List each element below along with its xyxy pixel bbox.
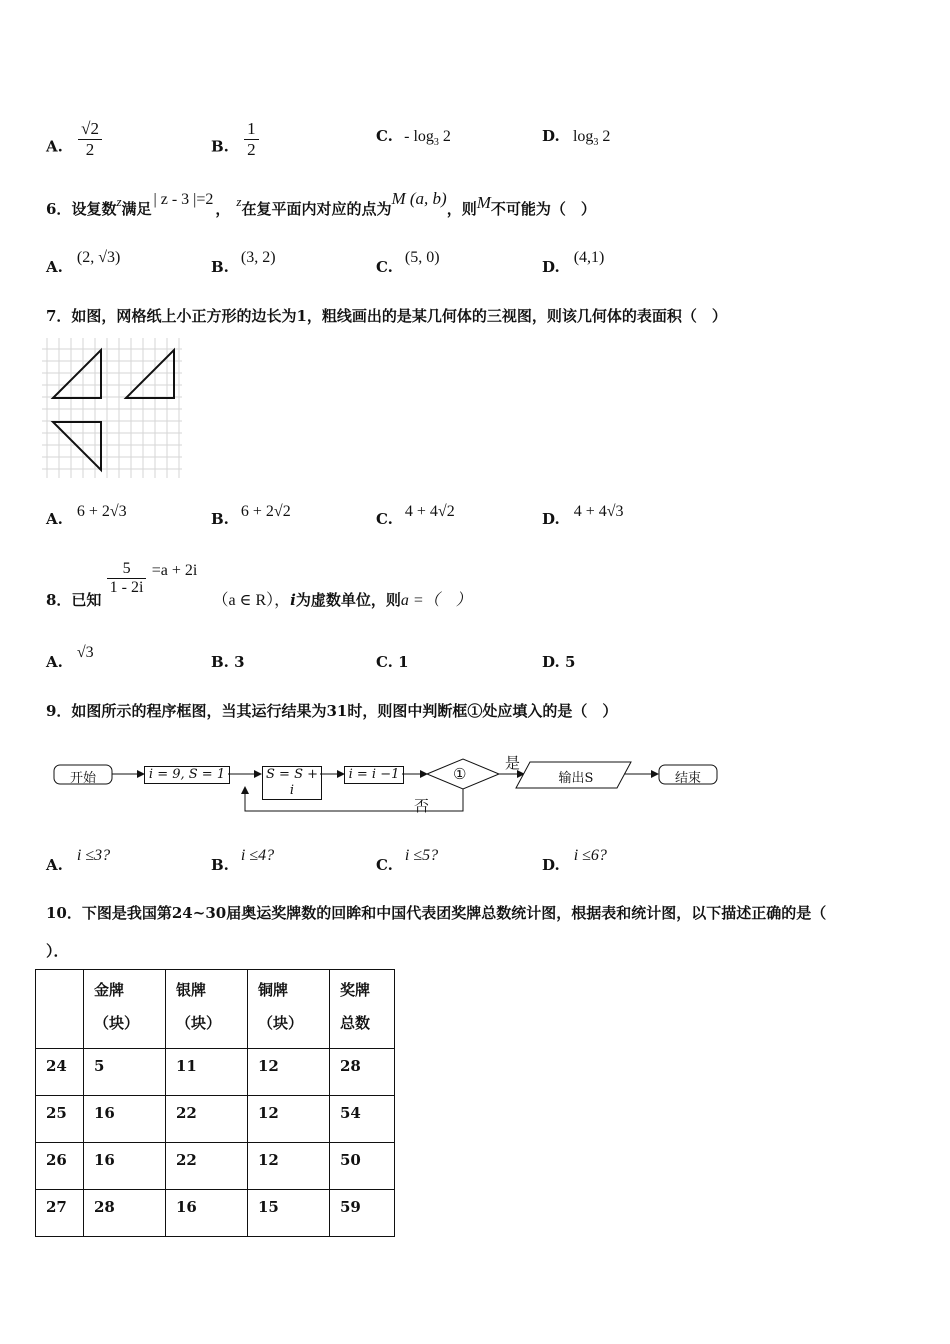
option-label: A. xyxy=(46,856,63,874)
option-label: B. xyxy=(211,653,229,671)
header-bronze: 铜牌 （块） xyxy=(248,970,330,1049)
flow-dec-box: i = i −1 xyxy=(344,766,404,784)
flow-condition: ① xyxy=(453,765,467,783)
question-ask: a =（ ） xyxy=(400,591,472,609)
option-label: A. xyxy=(46,510,63,528)
table-row xyxy=(36,1049,395,1096)
flow-init-box: i = 9, S = 1 xyxy=(144,766,230,784)
log-base: 3 xyxy=(593,137,599,149)
cell-session: 24 xyxy=(36,1049,84,1096)
stem-text: 在复平面内对应的点为 xyxy=(241,200,392,218)
denominator: 2 xyxy=(85,140,95,159)
cell-total: 50 xyxy=(330,1143,395,1190)
table-corner-cell xyxy=(36,970,84,1049)
cell-session: 27 xyxy=(36,1190,84,1237)
question-number: 6． xyxy=(46,200,72,218)
denominator: 1 - 2i xyxy=(109,579,144,596)
q9-option-b[interactable] xyxy=(211,847,275,875)
fraction xyxy=(244,119,259,160)
log-arg: 2 xyxy=(442,128,451,145)
cell-silver: 22 xyxy=(166,1096,248,1143)
q8-stem-rest xyxy=(213,591,472,609)
flow-end: 结束 xyxy=(674,771,701,786)
q8-option-b[interactable] xyxy=(211,653,245,671)
q6-option-b[interactable] xyxy=(211,249,276,277)
table-row xyxy=(36,1143,395,1190)
q8-option-a[interactable] xyxy=(46,644,94,672)
option-value: 4 + 4√3 xyxy=(573,503,624,520)
header-total: 奖牌 总数 xyxy=(330,970,395,1049)
math-expression xyxy=(572,128,611,149)
minus-sign: - xyxy=(404,128,410,145)
option-value: (5, 0) xyxy=(404,249,440,266)
q7-option-b[interactable] xyxy=(211,503,291,529)
var-m: M xyxy=(476,193,491,212)
option-label: C. xyxy=(376,856,393,874)
equation-rhs: =a + 2i xyxy=(151,561,198,579)
option-label: A. xyxy=(46,258,63,276)
q8-option-c[interactable] xyxy=(376,653,409,671)
q6-option-a[interactable] xyxy=(46,249,121,277)
stem-text: 设复数 xyxy=(71,200,117,218)
option-value: √3 xyxy=(76,644,94,661)
option-value: 3 xyxy=(234,653,245,671)
table-row xyxy=(36,1096,395,1143)
option-value: 4 + 4√2 xyxy=(404,503,455,520)
q9-option-a[interactable] xyxy=(46,847,111,875)
option-label: B. xyxy=(211,856,229,874)
option-value: i ≤6? xyxy=(573,847,607,864)
option-value: i ≤3? xyxy=(76,847,111,864)
table-row xyxy=(36,1190,395,1237)
log-text: log xyxy=(572,128,594,145)
cell-total: 28 xyxy=(330,1049,395,1096)
var-z: z xyxy=(116,194,122,209)
q7-option-c[interactable] xyxy=(376,503,455,529)
q9-stem: 9．如图所示的程序框图，当其运行结果为31时，则图中判断框①处应填入的是（ ） xyxy=(46,702,618,720)
cell-bronze: 12 xyxy=(248,1049,330,1096)
cell-bronze: 12 xyxy=(248,1143,330,1190)
option-value: i ≤4? xyxy=(240,847,275,864)
q5-option-d[interactable] xyxy=(542,127,610,148)
cell-silver: 16 xyxy=(166,1190,248,1237)
flow-output: 输出S xyxy=(558,771,594,786)
q10-stem-tail: ）． xyxy=(46,942,69,960)
question-number: 8．已知 xyxy=(46,590,102,609)
option-label: B. xyxy=(211,510,229,528)
numerator: 1 xyxy=(244,119,259,140)
option-value: i ≤5? xyxy=(404,847,439,864)
cell-gold: 16 xyxy=(84,1143,166,1190)
header-gold: 金牌 （块） xyxy=(84,970,166,1049)
stem-text: 为虚数单位，则 xyxy=(295,590,401,609)
stem-text: ， xyxy=(215,200,231,218)
option-label: A. xyxy=(46,137,63,156)
option-label: D. xyxy=(542,510,560,528)
top-view-triangle xyxy=(53,422,101,470)
log-text: log xyxy=(413,128,434,145)
option-value: 6 + 2√2 xyxy=(240,503,291,520)
option-value: (4,1) xyxy=(573,249,605,266)
medal-table xyxy=(35,969,395,1237)
q7-option-a[interactable] xyxy=(46,503,127,529)
fraction xyxy=(107,560,147,597)
q9-option-c[interactable] xyxy=(376,847,439,875)
stem-text: 满足 xyxy=(121,200,152,218)
q7-stem: 7．如图，网格纸上小正方形的边长为1，粗线画出的是某几何体的三视图，则该几何体的表面积（ ） xyxy=(46,307,727,325)
log-base: 3 xyxy=(433,137,439,149)
option-label: C. xyxy=(376,258,393,276)
option-value: 6 + 2√3 xyxy=(76,503,127,520)
q5-option-a[interactable] xyxy=(46,119,102,168)
numerator: 5 xyxy=(107,560,147,579)
var-z: z xyxy=(236,194,242,209)
stem-text: 不可能为（ ） xyxy=(490,200,596,218)
flow-yes-label: 是 xyxy=(505,754,521,772)
cell-silver: 22 xyxy=(166,1143,248,1190)
stem-text: ，则 xyxy=(446,200,477,218)
option-value: 5 xyxy=(564,653,576,671)
log-arg: 2 xyxy=(602,128,611,145)
numerator: √2 xyxy=(78,119,102,140)
front-view-triangle xyxy=(53,350,101,398)
flow-sum-box: S = S + i xyxy=(262,766,322,800)
option-label: B. xyxy=(211,258,229,276)
header-silver: 银牌 （块） xyxy=(166,970,248,1049)
cell-total: 59 xyxy=(330,1190,395,1237)
option-label: C. xyxy=(376,127,393,145)
cell-bronze: 15 xyxy=(248,1190,330,1237)
option-label: D. xyxy=(542,653,560,671)
grid-lines xyxy=(42,338,182,478)
cell-total: 54 xyxy=(330,1096,395,1143)
option-label: D. xyxy=(542,127,560,145)
cell-session: 26 xyxy=(36,1143,84,1190)
cell-bronze: 12 xyxy=(248,1096,330,1143)
var-i: i xyxy=(290,590,296,609)
q5-option-c[interactable] xyxy=(376,127,451,148)
option-value: (3, 2) xyxy=(240,249,276,266)
cell-session: 25 xyxy=(36,1096,84,1143)
q6-stem xyxy=(46,189,596,219)
q6-option-c[interactable] xyxy=(376,249,440,277)
q8-option-d[interactable] xyxy=(542,653,575,671)
q5-option-b[interactable] xyxy=(211,119,259,168)
denominator: 2 xyxy=(247,140,256,159)
q10-stem: 10．下图是我国第24~30届奥运奖牌数的回眸和中国代表团奖牌总数统计图，根据表和统计图，以下描述正确的是（ xyxy=(46,904,827,922)
q6-option-d[interactable] xyxy=(542,249,605,277)
cell-gold: 28 xyxy=(84,1190,166,1237)
flow-no-label: 否 xyxy=(414,797,430,815)
three-view-figure xyxy=(42,338,184,480)
option-label: C. xyxy=(376,510,393,528)
cell-gold: 16 xyxy=(84,1096,166,1143)
q8-stem xyxy=(46,560,472,609)
q7-option-d[interactable] xyxy=(542,503,624,529)
table-header-row xyxy=(36,970,395,1049)
flow-start: 开始 xyxy=(69,771,96,786)
option-label: D. xyxy=(542,856,560,874)
condition-expr: | z - 3 |=2 xyxy=(153,191,214,208)
point-expr: M (a, b) xyxy=(391,189,447,208)
option-label: C. xyxy=(376,653,393,671)
option-label: B. xyxy=(211,137,229,156)
fraction xyxy=(78,119,102,160)
math-expression xyxy=(404,128,451,149)
option-label: D. xyxy=(542,258,560,276)
q9-option-d[interactable] xyxy=(542,847,607,875)
cell-silver: 11 xyxy=(166,1049,248,1096)
option-label: A. xyxy=(46,653,63,671)
cell-gold: 5 xyxy=(84,1049,166,1096)
condition-expr: （a ∈ R）， xyxy=(212,591,291,609)
option-value: (2, √3) xyxy=(76,249,121,266)
option-value: 1 xyxy=(398,653,409,671)
